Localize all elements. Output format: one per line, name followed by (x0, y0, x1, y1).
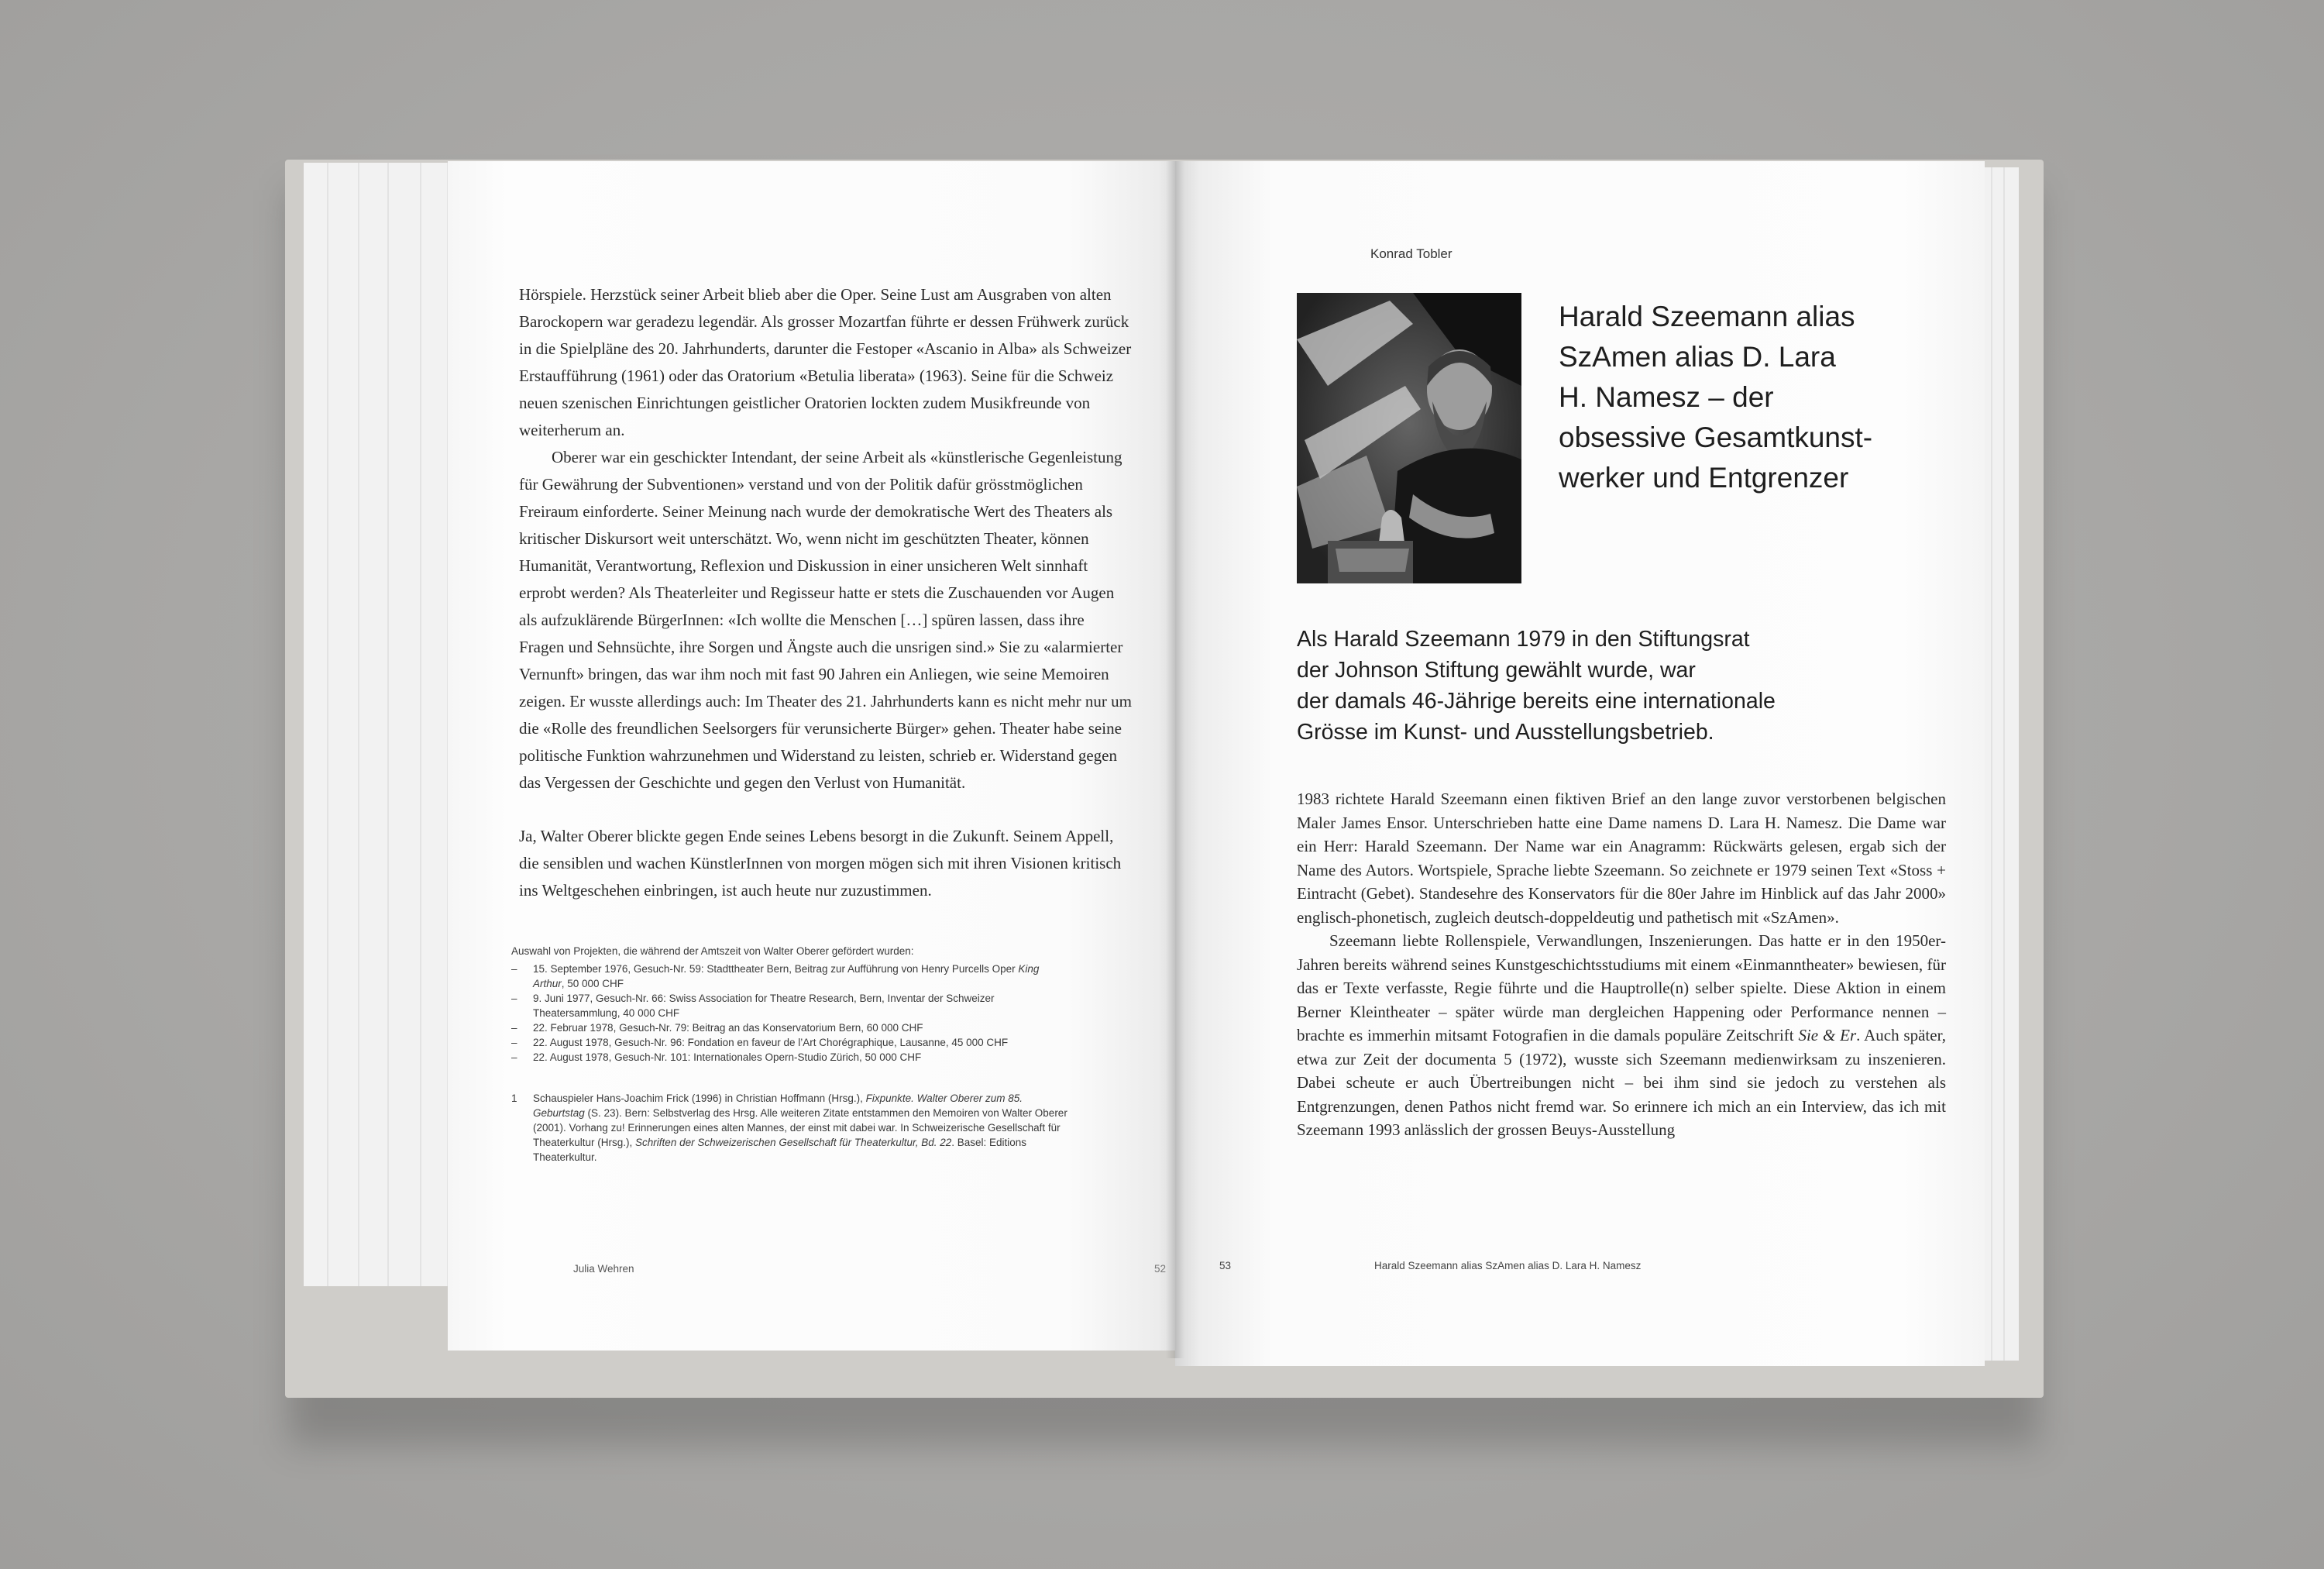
left-page-body (519, 281, 1133, 904)
list-item: – 15. September 1976, Gesuch-Nr. 59: Stadttheater Bern, Beitrag zur Aufführung von Henry Purcells Oper King Arthur, 50 000 CHF (511, 963, 1040, 989)
footnote: 1 Schauspieler Hans-Joachim Frick (1996) in Christian Hoffmann (Hrsg.), Fixpunkte. Walter Oberer zum 85. Geburtstag (S. 23). Bern: Selbstverlag des Hrsg. Alle weiteren Zitate entstammen den Memoiren von Walter Oberer (2001). Vorhang zu! Erinnerungen eines alten Mannes, der einst mit dabei war. In Schweizerische Gesellschaft für Theaterkultur (Hrsg.), Schriften der Schweizerischen Gesellschaft für Theaterkultur, Bd. 22. Basel: Editions Theaterkultur. (511, 1092, 1067, 1163)
footnotes (511, 944, 1069, 1165)
lead-paragraph: Als Harald Szeemann 1979 in den Stiftungsrat der Johnson Stiftung gewählt wurde, war der damals 46-Jährige bereits eine internationale Grösse im Kunst- und Ausstellungsbetrieb. (1297, 627, 1776, 745)
portrait-photo (1297, 293, 1521, 583)
right-page (1175, 161, 1985, 1366)
footer-author: Julia Wehren (573, 1263, 634, 1275)
paragraph: Ja, Walter Oberer blickte gegen Ende seines Lebens besorgt in die Zukunft. Seinem Appell, die sensiblen und wachen KünstlerInnen von morgen mögen sich mit ihren Visionen kritisch ins Weltgeschehen einbringen, ist auch heute nur zuzustimmen. (519, 827, 1122, 900)
paragraph: Szeemann liebte Rollenspiele, Verwandlungen, Inszenierungen. Das hatte er in den 1950er-Jahren bereits während seines Kunstgeschichtsstudiums mit einem «Einmanntheater» bewiesen, für das er Texte verfasste, Regie führte und die Hauptrolle(n) selber spielte. Diese Aktion in einem Berner Kleintheater – später würde man dergleichen Happening oder Performance nennen – brachte es immerhin mitsamt Fotografien in die damals populäre Zeitschrift Sie & Er. Auch später, etwa zur Zeit der documenta 5 (1972), wusste sich Szeemann medienwirksam zu inszenieren. Dabei scheute er auch Übertreibungen nicht – bei ihm sind sie jedoch zu verstehen als Entgrenzungen, denen Pathos nicht fremd war. So erinnere ich mich an ein Interview, das ich mit Szeemann 1993 anlässlich der grossen Beuys-Ausstellung (1297, 931, 1946, 1139)
left-page-stack (304, 163, 470, 1286)
list-item: – 22. August 1978, Gesuch-Nr. 101: Internationales Opern-Studio Zürich, 50 000 CHF (511, 1051, 922, 1063)
paragraph: 1983 richtete Harald Szeemann einen fiktiven Brief an den lange zuvor verstorbenen belgischen Maler James Ensor. Unterschrieben hatte eine Dame namens D. Lara H. Namesz. Die Dame war ein Herr: Harald Szeemann. Der Name war ein Anagramm: Rückwärts gelesen, ergab sich der Name des Autors. Wortspiele, Sprache liebte Szeemann. So zeichnete er 1979 seinen Text «Stoss + Eintracht (Gebet). Standesehre des Konservators für die 80er Jahre im Hinblick auf das Jahr 2000» englisch-phonetisch, zugleich deutsch-doppeldeutig und pathetisch mit «SzAmen». (1297, 790, 1946, 927)
left-page (448, 161, 1180, 1351)
paragraph: Oberer war ein geschickter Intendant, der seine Arbeit als «künstlerische Gegenleistung für Gewährung der Subventionen» verstand und von der Politik dafür grösstmöglichen Freiraum einforderte. Seiner Meinung nach wurde der demokratische Wert des Theaters als kritischer Diskursort weit unterschätzt. Wo, wenn nicht im geschützten Theater, können Humanität, Verantwortung, Reflexion und Diskussion in einer unsicheren Welt sinnhaft erprobt werden? Als Theaterleiter und Regisseur hatte er stets die Zuschauenden vor Augen als aufzuklärende BürgerInnen: «Ich wollte die Menschen […] spüren lassen, dass ihre Fragen und Sehnsüchte, ihre Sorgen und Ängste auch die unsrigen sind.» Sie zu «alarmierter Vernunft» bringen, das war ihm noch mit fast 90 Jahren ein Anliegen, wie seine Memoiren zeigen. Er wusste allerdings auch: Im Theater des 21. Jahrhunderts kann es nicht mehr nur um die «Rolle des freundlichen Seelsorgers für verunsicherte Bürger» gehen. Theater habe seine politische Funktion wahrzunehmen und Widerstand zu leisten, schrieb er. Widerstand gegen das Vergessen der Geschichte und gegen den Verlust von Humanität. (519, 448, 1132, 792)
portrait-image (1297, 293, 1521, 583)
footnote-number: 1 (511, 1092, 517, 1104)
page-number: 53 (1219, 1260, 1232, 1271)
footnote-intro: Auswahl von Projekten, die während der Amtszeit von Walter Oberer gefördert wurden: (511, 945, 914, 957)
book-gutter (1166, 161, 1184, 1358)
list-item: – 9. Juni 1977, Gesuch-Nr. 66: Swiss Association for Theatre Research, Bern, Inventar der Schweizer Theatersammlung, 40 000 CHF (511, 993, 995, 1019)
list-item: – 22. August 1978, Gesuch-Nr. 96: Fondation en faveur de l’Art Chorégraphique, Lausanne, 45 000 CHF (511, 1037, 1009, 1048)
chapter-title: Harald Szeemann alias SzAmen alias D. Lara H. Namesz – der obsessive Gesamtkunst- werker und Entgrenzer (1559, 301, 1873, 494)
page-number: 52 (1154, 1263, 1167, 1275)
right-page-body (1297, 787, 1946, 1142)
list-item: – 22. Februar 1978, Gesuch-Nr. 79: Beitrag an das Konservatorium Bern, 60 000 CHF (511, 1022, 923, 1034)
project-list (511, 962, 1069, 1065)
paragraph: Hörspiele. Herzstück seiner Arbeit blieb aber die Oper. Seine Lust am Ausgraben von alten Barockopern war geradezu legendär. Als grosser Mozartfan führte er dessen Frühwerk zurück in die Spielpläne des 20. Jahrhunderts, darunter die Festoper «Ascanio in Alba» als Schweizer Erstaufführung (1961) oder das Oratorium «Betulia liberata» (1963). Seine für die Schweiz neuen szenischen Einrichtungen geistlicher Oratorien lockten zudem Musikfreunde von weiterherum an. (519, 285, 1132, 439)
footer-title: Harald Szeemann alias SzAmen alias D. Lara H. Namesz (1374, 1260, 1642, 1271)
running-head: Konrad Tobler (1370, 246, 1452, 261)
